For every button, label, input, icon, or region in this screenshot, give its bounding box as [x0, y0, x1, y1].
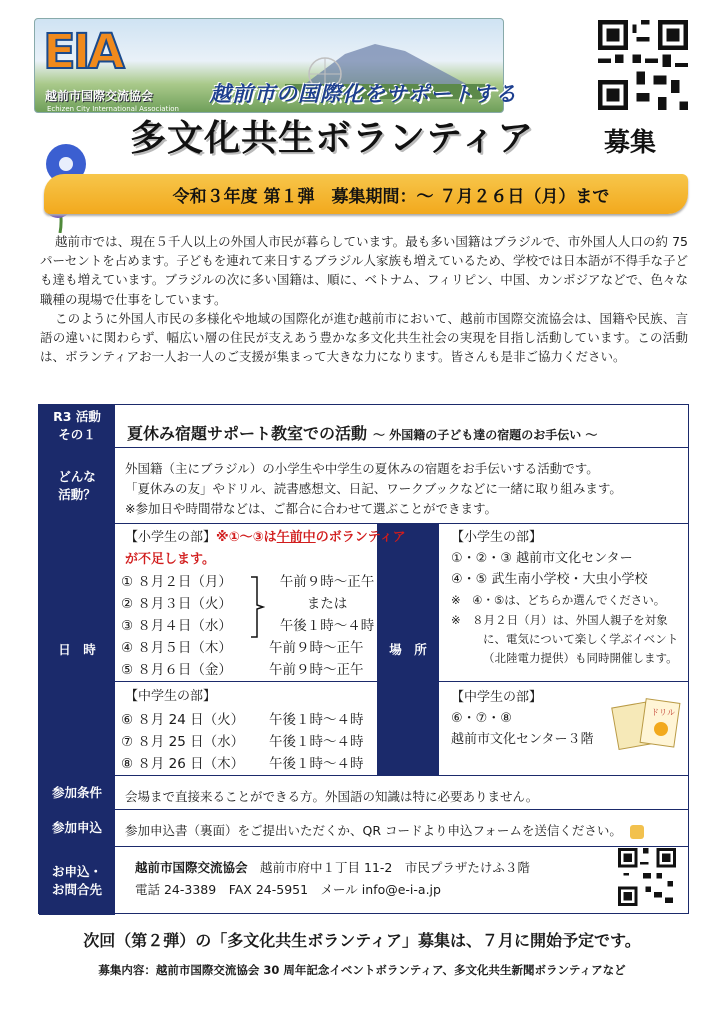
drill-book-icon — [611, 695, 683, 753]
what-label: どんな 活動？ — [39, 448, 115, 523]
row-divider — [39, 809, 688, 810]
row-divider — [439, 681, 689, 682]
jhs-heading: 【中学生の部】 — [125, 689, 217, 704]
schedule-row — [121, 659, 421, 681]
elementary-heading — [125, 527, 415, 571]
recruitment-period: 令和３年度 第１弾 募集期間：～ ７月２６日（月）まで — [172, 186, 610, 207]
row-divider — [39, 523, 688, 524]
drill-label: ドリル — [651, 708, 675, 717]
contact-label: お申込・ お問合先 — [39, 847, 115, 915]
slot-time: 午前９時～正午 — [269, 662, 364, 678]
time-option: 午前９時～正午 — [279, 574, 375, 590]
activity-table — [38, 404, 689, 914]
place-line: ⑥・⑦・⑧ — [451, 711, 512, 726]
elementary-warning-b: 午前中 — [276, 530, 316, 545]
description-line: 外国籍（主にブラジル）の小学生や中学生の夏休みの宿題をお手伝いする活動です。 — [125, 461, 599, 476]
slot-date: ⑦ ８月 25 日（水） — [121, 734, 245, 750]
pointing-hand-icon — [630, 825, 644, 839]
row-divider — [39, 846, 688, 847]
place-jhs-head: 【中学生の部】 — [451, 690, 543, 705]
conditions-label: 参加条件 — [39, 776, 115, 809]
shared-time-options — [267, 571, 387, 637]
activity-title — [127, 421, 597, 444]
tagline: 越前市の国際化をサポートする — [210, 82, 518, 106]
place-elementary — [451, 527, 689, 668]
contact-phone[interactable]: 電話 24-3389 FAX 24-5951 メール info@e-i-a.jp — [135, 882, 441, 897]
activity-subtitle: ～ 外国籍の子ども達の宿題のお手伝い ～ — [373, 428, 598, 442]
slot-time: 午前９時～正午 — [269, 640, 364, 656]
elementary-head: 【小学生の部】 — [125, 530, 217, 545]
elementary-warning-a: ※①～③は — [216, 530, 277, 545]
activity-title-text: 夏休み宿題サポート教室での活動 — [127, 424, 368, 443]
org-name-en: Echizen City International Association — [47, 105, 179, 113]
qr-code-icon[interactable] — [618, 848, 676, 906]
brace-icon — [249, 575, 265, 639]
intro-paragraph-2: このように外国人市民の多様化や地域の国際化が進む越前市において、越前市国際交流協会は、国籍や民族、言語の違いに関わらず、幅広い層の住民が支えあう豊かな多文化共生社会の実現を目指し活動しています。この活動は、ボランティアお一人お一人のご支援が集まって大きな力になります。皆さんも是非ご協力ください。 — [40, 310, 688, 365]
slot-time: 午後１時～４時 — [269, 756, 364, 772]
apply-text — [125, 821, 644, 841]
title-suffix: 募集 — [604, 128, 657, 158]
schedule-row — [121, 709, 421, 731]
org-name: 越前市国際交流協会 — [45, 89, 154, 103]
slot-date: ② ８月３日（火） — [121, 596, 232, 612]
slot-date: ⑤ ８月６日（金） — [121, 662, 232, 678]
contact-info — [135, 857, 530, 901]
place-note: ※ ④・⑤は、どちらか選んでください。 — [451, 593, 666, 607]
place-line: ④・⑤ 武生南小学校・大虫小学校 — [451, 572, 648, 587]
time-option: または — [306, 596, 348, 612]
slot-date: ④ ８月５日（木） — [121, 640, 232, 656]
page-title: 多文化共生ボランティア — [130, 118, 535, 159]
slot-date: ⑥ ８月 24 日（火） — [121, 712, 245, 728]
slot-date: ⑧ ８月 26 日（木） — [121, 756, 245, 772]
place-label: 場 所 — [377, 524, 439, 775]
row-divider — [39, 447, 688, 448]
schedule-row — [121, 637, 421, 659]
slot-date: ① ８月２日（月） — [121, 574, 232, 590]
row-divider — [39, 775, 688, 776]
contact-org: 越前市国際交流協会 — [135, 860, 248, 875]
datetime-label: 日 時 — [39, 524, 115, 775]
recruitment-period-banner — [44, 174, 688, 214]
place-line: 越前市文化センター３階 — [451, 732, 594, 747]
qr-code-icon[interactable] — [598, 20, 688, 110]
place-line: ①・②・③ 越前市文化センター — [451, 551, 633, 566]
logo-text: EIA — [43, 24, 122, 80]
intro-paragraph-1: 越前市では、現在５千人以上の外国人市民が暮らしています。最も多い国籍はブラジルで、市外国人人口の約 75 パーセントを占めます。子どもを連れて来日するブラジル人家族も増えているため、学校では日本語が不得手な子ども達も増えています。ブラジルの次に多い国籍は、順に、ベトナム、フィリピン、中国、カンボジアなどで、色々な職種の現場で仕事をしています。 — [40, 234, 688, 307]
intro-text — [40, 232, 688, 366]
schedule-row — [121, 731, 421, 753]
conditions-text: 会場まで直接来ることができる方。外国語の知識は特に必要ありません。 — [125, 789, 539, 804]
activity-label: R3 活動 その１ — [39, 405, 115, 447]
slot-time: 午後１時～４時 — [269, 712, 364, 728]
apply-instructions: 参加申込書（裏面）をご提出いただくか、QR コードより申込フォームを送信ください。 — [125, 823, 622, 838]
next-recruitment-note: 次回（第２弾）の「多文化共生ボランティア」募集は、７月に開始予定です。 — [83, 931, 641, 950]
recruitment-content: 募集内容：越前市国際交流協会 30 周年記念イベントボランティア、多文化共生新聞ボランティアなど — [98, 963, 626, 977]
row-divider — [115, 681, 377, 682]
time-option: 午後１時～４時 — [279, 618, 375, 634]
description-line: ※参加日や時間帯などは、ご都合に合わせて選ぶことができます。 — [125, 501, 497, 516]
activity-description — [125, 459, 685, 519]
place-note: ※ ８月２日（月）は、外国人親子を対象に、電気について楽しく学ぶイベント（北陸電力提供）も同時開催します。 — [451, 613, 679, 665]
slot-time: 午後１時～４時 — [269, 734, 364, 750]
apply-label: 参加申込 — [39, 810, 115, 846]
description-line: 「夏休みの友」やドリル、読書感想文、日記、ワークブックなどに一緒に取り組みます。 — [125, 481, 622, 496]
jhs-schedule — [121, 709, 421, 775]
place-elem-head: 【小学生の部】 — [451, 530, 543, 545]
elementary-warning-c: のボランティアが不足します。 — [125, 530, 406, 567]
slot-date: ③ ８月４日（水） — [121, 618, 232, 634]
contact-address: 越前市府中１丁目 11-2 市民プラザたけふ３階 — [260, 860, 530, 875]
schedule-row — [121, 753, 421, 775]
